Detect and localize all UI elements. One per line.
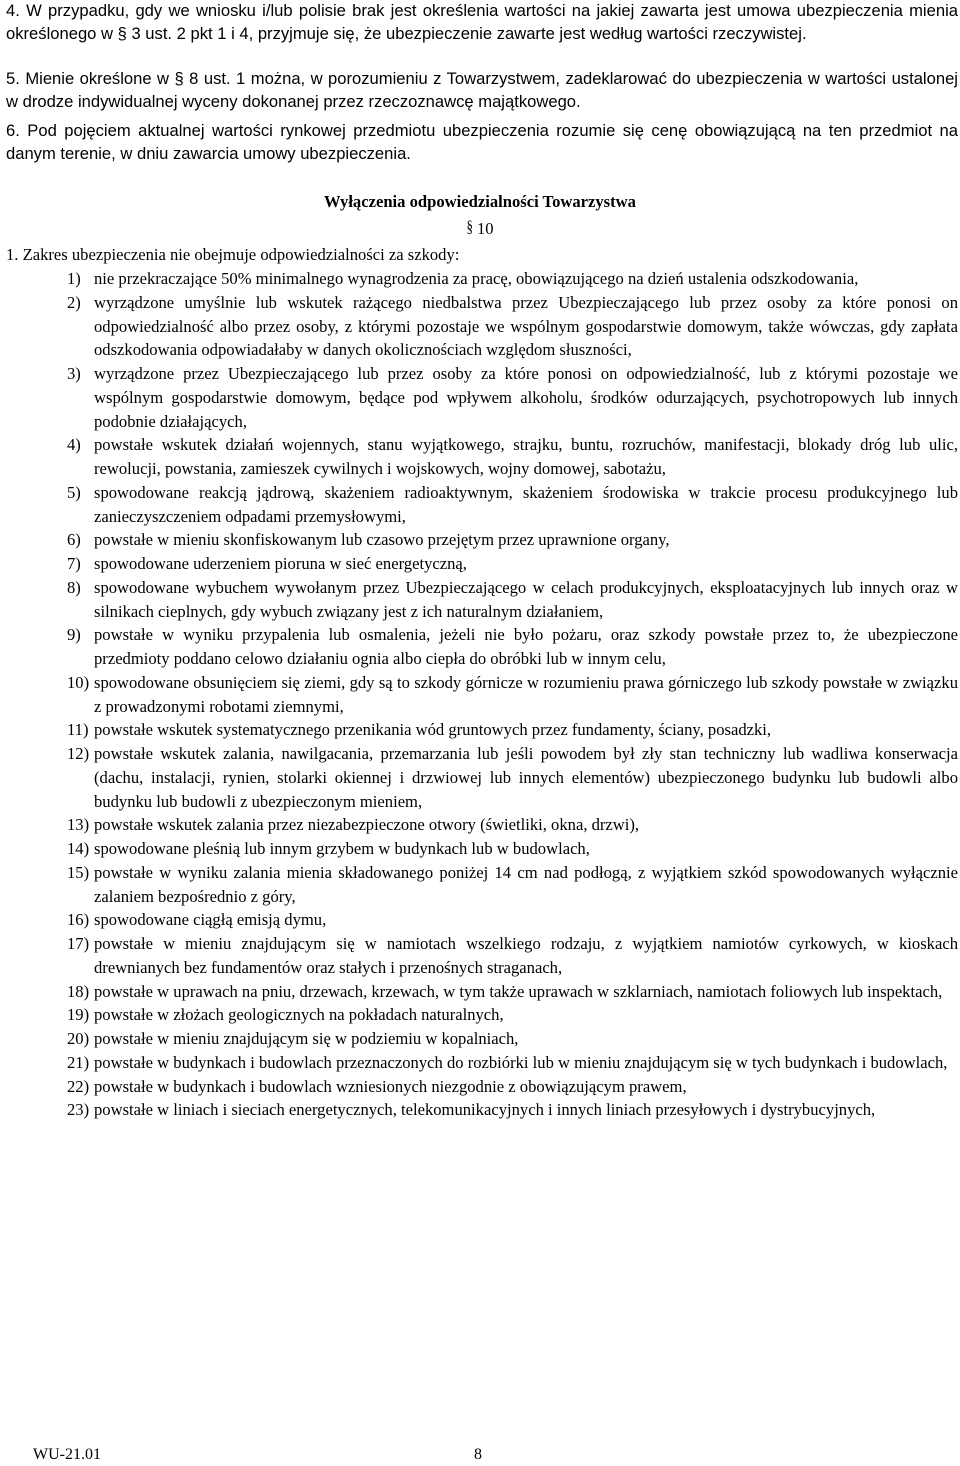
exclusion-item [0, 1075, 960, 1099]
paragraph-text: Mienie określone w § 8 ust. 1 można, w porozumieniu z Towarzystwem, zadeklarować do ubezpieczenia w wartości ustalonej w drodze indywidualnej wyceny dokonanej przez rzeczoznawcę majątkowego. [6, 69, 958, 111]
section-sign: § [466, 216, 473, 237]
exclusion-marker: 8) [67, 577, 81, 597]
exclusion-marker: 12) [67, 744, 90, 763]
exclusion-marker: 11) [67, 720, 89, 740]
exclusion-marker: 5) [67, 482, 81, 502]
exclusion-text: wyrządzone przez Ubezpieczającego lub przez osoby za które ponosi on odpowiedzialność, lub z którymi pozostaje we wspólnym gospodarstwie domowym, będące pod wpływem alkoholu, środków odurzających, psychotropowych lub innych podobnie działających, [94, 364, 958, 431]
exclusion-item [0, 1051, 960, 1075]
exclusion-marker: 20) [67, 1029, 90, 1048]
exclusion-item [0, 908, 960, 932]
exclusion-marker: 13) [67, 815, 90, 835]
paragraph-text: Pod pojęciem aktualnej wartości rynkowej przedmiotu ubezpieczenia rozumie się cenę obowiązującą na ten przedmiot na danym terenie, w dniu zawarcia umowy ubezpieczenia. [6, 121, 958, 163]
paragraph-number: 5. [6, 69, 20, 88]
exclusion-text: powstałe w mieniu skonfiskowanym lub czasowo przejętym przez uprawnione organy, [94, 530, 670, 550]
exclusion-item [0, 552, 960, 576]
exclusion-marker: 17) [67, 934, 90, 953]
exclusion-item [0, 528, 960, 552]
exclusion-item [0, 623, 960, 671]
exclusion-item [0, 1027, 960, 1051]
exclusion-item [0, 481, 960, 529]
exclusion-text: powstałe wskutek systematycznego przenikania wód gruntowych przez fundamenty, ściany, posadzki, [94, 720, 772, 740]
exclusion-item [0, 433, 960, 481]
exclusion-text: powstałe wskutek zalania, nawilgacania, przemarzania lub jeśli powodem był zły stan techniczny lub wadliwa konserwacja (dachu, instalacji, rynien, stolarki okiennej i drzwiowej lub innych elementów) ubezpieczonego budynku lub budowli albo budynku lub budowli z ubezpieczonym mieniem, [94, 744, 958, 811]
section-heading: Wyłączenia odpowiedzialności Towarzystwa [324, 192, 636, 211]
exclusion-marker: 19) [67, 1005, 90, 1025]
exclusion-item [0, 813, 960, 837]
exclusion-marker: 2) [67, 292, 81, 312]
footer-page-number: 8 [474, 1446, 482, 1463]
exclusion-marker: 21) [67, 1052, 90, 1072]
exclusion-text: powstałe wskutek działań wojennych, stanu wyjątkowego, strajku, buntu, rozruchów, manifestacji, blokady dróg lub ulic, rewolucji, powstania, zamieszek cywilnych i wojskowych, wojny domowej, sabotażu, [94, 435, 958, 478]
exclusion-marker: 4) [67, 435, 81, 455]
paragraph-text: W przypadku, gdy we wniosku i/lub polisie brak jest określenia wartości na jakiej zawarta jest umowa ubezpieczenia mienia określonego w § 3 ust. 2 pkt 1 i 4, przyjmuje się, że ubezpieczenie zawarte jest według wartości rzeczywistej. [6, 1, 958, 43]
exclusion-item [0, 267, 960, 291]
paragraph-5 [6, 67, 958, 113]
exclusion-text: nie przekraczające 50% minimalnego wynagrodzenia za pracę, obowiązującego na dzień ustalenia odszkodowania, [94, 269, 859, 288]
exclusion-item [0, 1098, 960, 1122]
exclusion-marker: 1) [67, 269, 81, 288]
section-number-value: 10 [476, 219, 494, 238]
exclusion-text: spowodowane ciągłą emisją dymu, [94, 910, 327, 930]
exclusion-marker: 7) [67, 554, 81, 573]
exclusion-text: spowodowane reakcją jądrową, skażeniem radioaktywnym, skażeniem środowiska w trakcie procesu produkcyjnego lub zanieczyszczeniem odpadami przemysłowymi, [94, 482, 958, 526]
exclusion-marker: 22) [67, 1076, 90, 1096]
paragraph-4 [6, 0, 958, 45]
exclusion-text: spowodowane pleśnią lub innym grzybem w budynkach lub w budowlach, [94, 839, 590, 858]
exclusion-marker: 18) [67, 981, 90, 1001]
exclusion-item [0, 576, 960, 624]
section-number [0, 216, 960, 239]
exclusion-text: powstałe w budynkach i budowlach wzniesionych niezgodnie z obowiązującym prawem, [94, 1076, 687, 1096]
exclusion-text: powstałe w budynkach i budowlach przeznaczonych do rozbiórki lub w mieniu znajdującym się w tych budynkach i budowlach, [94, 1052, 948, 1072]
exclusion-item [0, 980, 960, 1004]
exclusion-marker: 14) [67, 839, 90, 858]
exclusion-item [0, 742, 960, 813]
exclusion-text: wyrządzone umyślnie lub wskutek rażącego niedbalstwa przez Ubezpieczającego lub przez osoby za które ponosi on odpowiedzialność albo przez osoby, z którymi pozostaje we wspólnym gospodarstwie domowym, także wówczas, gdy zapłata odszkodowania odpowiadałaby w danych okolicznościach względom słuszności, [94, 292, 958, 360]
exclusion-text: powstałe w uprawach na pniu, drzewach, krzewach, w tym także uprawach w szklarniach, namiotach foliowych lub inspektach, [94, 981, 943, 1001]
paragraph-number: 4. [6, 1, 20, 20]
exclusion-item [0, 1003, 960, 1027]
exclusion-text: powstałe w wyniku zalania mienia składowanego poniżej 14 cm nad podłogą, z wyjątkiem szkód spowodowanych wyłącznie zalaniem bezpośrednio z góry, [94, 862, 958, 906]
exclusion-item [0, 718, 960, 742]
exclusion-item [0, 671, 960, 719]
exclusion-item [0, 932, 960, 980]
exclusion-text: powstałe w mieniu znajdującym się w namiotach wszelkiego rodzaju, z wyjątkiem namiotów cyrkowych, w kioskach drewnianych bez fundamentów oraz stałych i przenośnych straganach, [94, 934, 958, 977]
clause-intro: 1. Zakres ubezpieczenia nie obejmuje odpowiedzialności za szkody: [6, 245, 460, 264]
footer-document-code: WU-21.01 [33, 1446, 101, 1463]
paragraph-6 [6, 119, 958, 165]
exclusion-text: powstałe w złożach geologicznych na pokładach naturalnych, [94, 1005, 504, 1025]
exclusion-marker: 10) [67, 672, 90, 692]
exclusion-item [0, 861, 960, 909]
exclusion-text: powstałe w liniach i sieciach energetycznych, telekomunikacyjnych i innych liniach przesyłowych i dystrybucyjnych, [94, 1100, 876, 1120]
exclusion-marker: 16) [67, 910, 90, 930]
paragraph-number: 6. [6, 121, 20, 140]
exclusion-text: powstałe w mieniu znajdującym się w podziemiu w kopalniach, [94, 1029, 519, 1048]
exclusion-text: spowodowane obsunięciem się ziemi, gdy są to szkody górnicze w rozumieniu prawa górniczego lub szkody powstałe w związku z prowadzonymi robotami ziemnymi, [94, 672, 958, 716]
exclusion-marker: 23) [67, 1100, 90, 1120]
exclusion-marker: 9) [67, 625, 81, 645]
exclusion-marker: 3) [67, 364, 81, 383]
exclusion-item [0, 837, 960, 861]
exclusion-text: spowodowane uderzeniem pioruna w sieć energetyczną, [94, 554, 467, 573]
exclusion-marker: 6) [67, 530, 81, 550]
exclusion-text: spowodowane wybuchem wywołanym przez Ubezpieczającego w celach produkcyjnych, eksploatacyjnych lub innych oraz w silnikach cieplnych, gdy wybuch związany jest z ich naturalnym działaniem, [94, 577, 958, 621]
exclusion-item [0, 362, 960, 433]
exclusion-item [0, 291, 960, 362]
exclusions-list [0, 267, 960, 1122]
exclusion-text: powstałe w wyniku przypalenia lub osmalenia, jeżeli nie było pożaru, oraz szkody powstałe przez to, że ubezpieczone przedmioty poddano celowo działaniu ognia albo ciepła do obróbki lub w innym celu, [94, 625, 958, 668]
exclusion-marker: 15) [67, 862, 90, 882]
exclusion-text: powstałe wskutek zalania przez niezabezpieczone otwory (świetliki, okna, drzwi), [94, 815, 640, 835]
